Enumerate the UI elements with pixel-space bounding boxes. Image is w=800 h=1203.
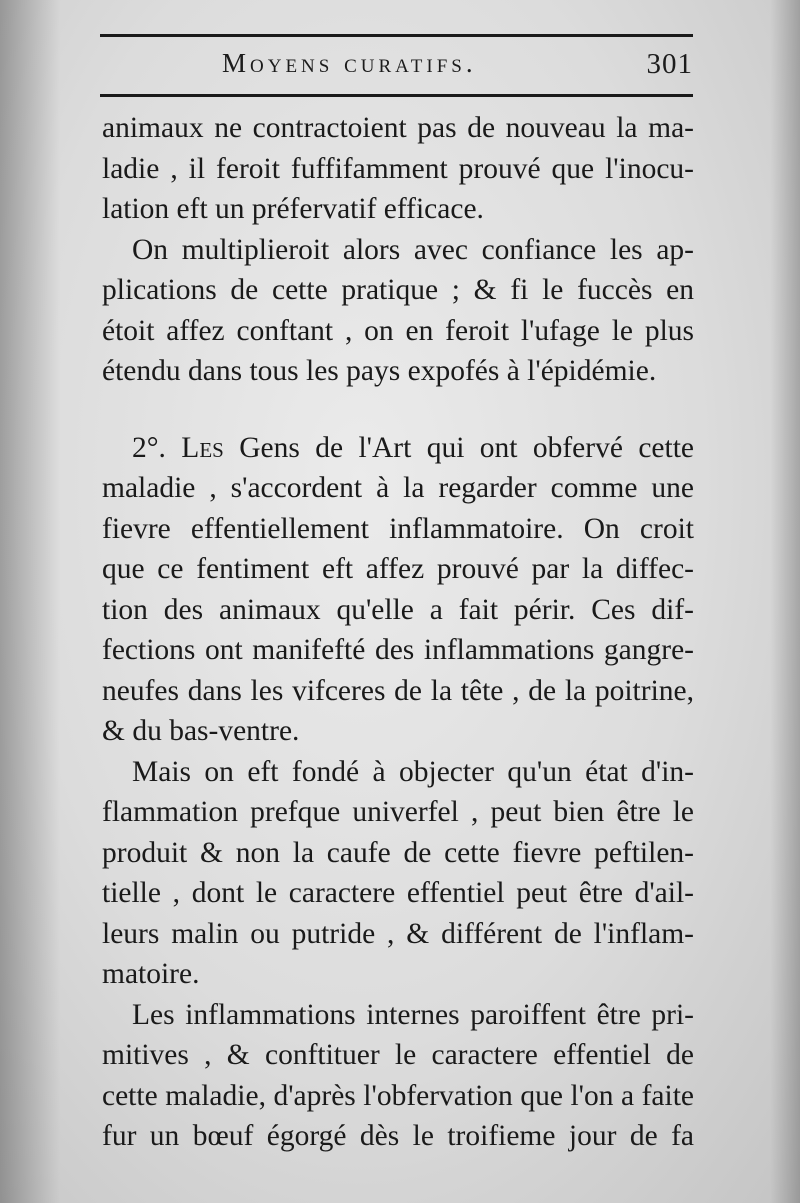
section-lead: 2°. Les bbox=[132, 431, 224, 464]
text-line: tion des animaux qu'elle a fait périr. Ces dif- bbox=[102, 593, 694, 626]
text-line: que ce fentiment eft affez prouvé par la diffec- bbox=[102, 553, 694, 585]
paragraph bbox=[102, 230, 694, 392]
text-line: fections ont manifefté des inflammations gangre- bbox=[102, 634, 694, 666]
text-line: animaux ne contractoient pas de nouveau la ma- bbox=[102, 112, 694, 144]
text-line: ladie , il feroit fuffifamment prouvé que l'inocu- bbox=[102, 152, 694, 185]
text-line: étoit affez conftant , on en feroit l'ufage le plus bbox=[102, 314, 694, 347]
text-line: fievre effentiellement inflammatoire. On croit bbox=[102, 512, 694, 545]
paragraph bbox=[102, 428, 694, 752]
text-line: matoire. bbox=[102, 958, 200, 990]
paragraph bbox=[102, 752, 694, 995]
paragraph bbox=[102, 108, 694, 230]
body-text bbox=[102, 108, 694, 1157]
text-line: On multiplieroit alors avec confiance les ap- bbox=[132, 233, 694, 266]
text-line: étendu dans tous les pays expofés à l'épidémie. bbox=[102, 355, 657, 387]
text-line: maladie , s'accordent à la regarder comme une bbox=[102, 472, 694, 504]
page-edge-shadow-left bbox=[0, 0, 60, 1203]
running-title: Moyens curatifs. bbox=[222, 48, 477, 78]
text-line: & du bas-ventre. bbox=[102, 715, 300, 747]
text-line: leurs malin ou putride , & différent de l'inflam- bbox=[102, 917, 694, 950]
running-head bbox=[100, 44, 693, 88]
text-line: cette maladie, d'après l'obfervation que l'on a faite bbox=[102, 1079, 694, 1112]
text-line: produit & non la caufe de cette fievre peftilen- bbox=[102, 836, 694, 869]
text-line bbox=[102, 428, 694, 469]
page-edge-shadow-right bbox=[770, 0, 800, 1203]
text-line: mitives , & conftituer le caractere effentiel de bbox=[102, 1039, 694, 1071]
text-line: Les inflammations internes paroiffent être pri- bbox=[132, 998, 694, 1031]
page-number: 301 bbox=[646, 48, 693, 80]
text-line: Mais on eft fondé à objecter qu'un état d'in- bbox=[132, 755, 694, 788]
paragraph-gap bbox=[102, 392, 694, 428]
text-line: plications de cette pratique ; & fi le fuccès en bbox=[102, 274, 694, 306]
text-line: fur un bœuf égorgé dès le troifieme jour de fa bbox=[102, 1120, 694, 1152]
header-rule-top bbox=[100, 34, 693, 37]
text-line: neufes dans les vifceres de la tête , de la poitrine, bbox=[102, 674, 694, 707]
text-line: lation eft un préfervatif efficace. bbox=[102, 193, 484, 225]
text-line: flammation prefque univerfel , peut bien être le bbox=[102, 796, 694, 828]
paragraph bbox=[102, 995, 694, 1157]
header-rule-bottom bbox=[100, 94, 693, 97]
text-line: tielle , dont le caractere effentiel peut être d'ail- bbox=[102, 877, 694, 909]
text-run: Gens de l'Art qui ont obfervé cette bbox=[223, 431, 694, 464]
